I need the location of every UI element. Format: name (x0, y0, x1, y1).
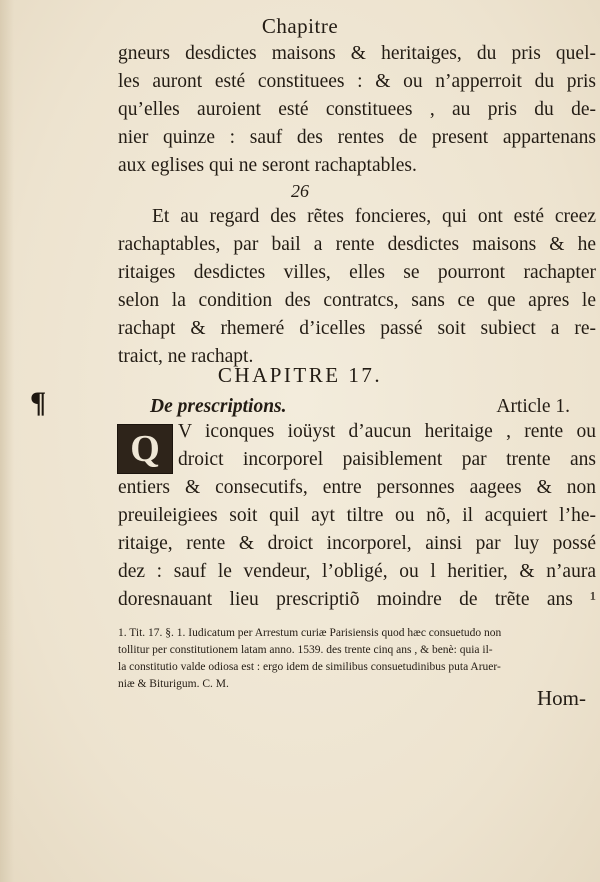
text-line: nier quinze : sauf des rentes de present appartenans (118, 127, 596, 148)
text-line: entiers & consecutifs, entre personnes aagees & non (118, 477, 596, 498)
chapter-title: CHAPITRE 17. (217, 363, 383, 387)
text-line: les auront esté constituees : & ou n’apperroit du pris (118, 71, 596, 92)
footnotes (118, 625, 596, 693)
section-number: 26 (291, 181, 309, 201)
text-line: Et au regard des rẽtes foncieres, qui ont esté creez (152, 206, 596, 227)
paragraph-1 (118, 40, 596, 180)
text-line: selon la condition des contratcs, sans ce que apres le (118, 290, 596, 311)
text-line: rachaptables, par bail a rente desdictes maisons & he (118, 234, 596, 255)
footnote-line: la constitutio valde odiosa est : ergo idem de similibus consuetudinibus puta Aruer- (118, 661, 501, 673)
article-label: Article 1. (496, 396, 570, 417)
footnote-line: tollitur per constitutionem latam anno. 1539. des trente cinq ans , & benè: quia il- (118, 644, 493, 656)
text-line: aux eglises qui ne seront rachaptables. (118, 155, 417, 176)
marginal-mark: ¶ (30, 386, 47, 419)
page-fold-shadow (0, 0, 14, 882)
text-line: rachapt & rhemeré d’icelles passé soit subiect a re- (118, 318, 596, 339)
chapter-rubric (150, 393, 570, 421)
paragraph-3-head (178, 418, 596, 474)
text-line: V iconques ioüyst d’aucun heritaige , rente ou (178, 421, 596, 442)
text-line: ritaiges desdictes villes, elles se pourront rachapter (118, 262, 596, 283)
text-line: droict incorporel paisiblement par trente ans (178, 449, 596, 470)
text-line: doresnauant lieu prescriptiõ moindre de trẽte ans ¹ (118, 589, 596, 610)
footnote-line: 1. Tit. 17. §. 1. Iudicatum per Arrestum curiæ Parisiensis quod hæc consuetudo non (118, 627, 502, 639)
text-line: ritaige, rente & droict incorporel, ainsi par luy possé (118, 533, 596, 554)
ornamental-drop-cap (117, 424, 173, 474)
text-line: gneurs desdictes maisons & heritaiges, du pris quel- (118, 43, 596, 64)
catchword: Hom- (537, 686, 586, 710)
text-line: preuileigiees soit quil ayt tiltre ou nõ, il acquiert l’he- (118, 505, 596, 526)
text-line: qu’elles auroient esté constituees , au pris du de- (118, 99, 596, 120)
rubric-title: De prescriptions. (150, 396, 287, 417)
paragraph-2 (118, 203, 596, 371)
footnote-line: niæ & Biturigum. C. M. (118, 678, 229, 690)
paragraph-3-body (118, 474, 596, 614)
running-head: Chapitre (261, 14, 339, 38)
text-line: dez : sauf le vendeur, l’obligé, ou l heritier, & n’aura (118, 561, 596, 582)
text-line: traict, ne rachapt. (118, 346, 254, 367)
drop-cap-letter: Q (130, 428, 160, 470)
